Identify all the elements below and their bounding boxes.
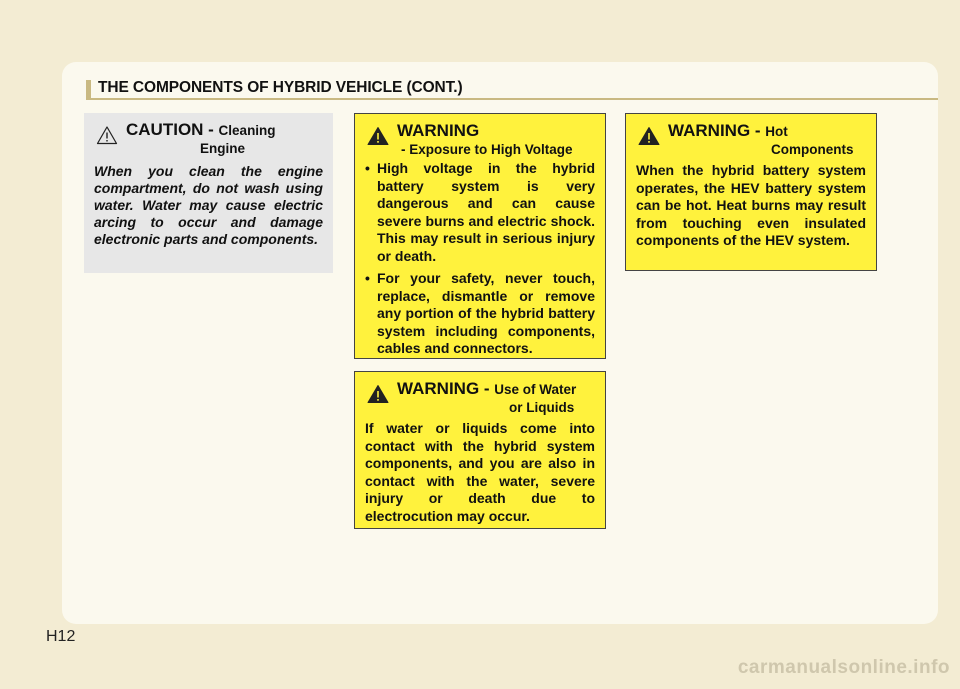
caution-title <box>94 121 323 157</box>
caution-triangle-icon <box>96 125 118 145</box>
warning-water-title <box>365 380 595 416</box>
warning-water-box <box>354 371 606 529</box>
caution-box <box>84 113 333 273</box>
warning-1-subtitle: - Exposure to High Voltage <box>401 141 573 157</box>
list-item: • For your safety, never touch, replace, dismantle or remove any portion of the hybrid battery system including components, cables and connectors. <box>365 270 595 358</box>
warning-3-label: WARNING - <box>668 121 766 140</box>
warning-2-body: If water or liquids come into contact with the hybrid system components, and you are also in contact with the water, severe injury or death due to electrocution may occur. <box>365 420 595 524</box>
watermark: carmanualsonline.info <box>737 657 950 678</box>
warning-high-voltage-box <box>354 113 606 359</box>
section-accent-bar <box>86 80 91 98</box>
warning-1-bullets <box>365 160 595 358</box>
section-title: THE COMPONENTS OF HYBRID VEHICLE (CONT.) <box>98 79 463 96</box>
caution-body: When you clean the engine compartment, do not wash using water. Water may cause electric arcing to occur and damage electronic parts and components. <box>94 163 323 247</box>
warning-3-body: When the hybrid battery system operates, the HEV battery system can be hot. Heat burns may result from touching even insulated components of the HEV system. <box>636 162 866 248</box>
list-item: • High voltage in the hybrid battery system is very dangerous and can cause severe burns and electric shock. This may result in serious injury or death. <box>365 160 595 265</box>
section-header <box>86 76 938 100</box>
warning-3-subtitle-1: Hot <box>765 124 788 139</box>
warning-2-subtitle-1: Use of Water <box>494 382 577 397</box>
page-number: H12 <box>46 628 76 645</box>
warning-1-label: WARNING <box>397 121 480 140</box>
warning-3-subtitle-2: Components <box>771 141 854 157</box>
warning-triangle-icon <box>367 126 389 146</box>
caution-subtitle-1: Cleaning <box>218 123 276 138</box>
warning-hot-box <box>625 113 877 271</box>
warning-2-label: WARNING - <box>397 379 495 398</box>
warning-hot-title <box>636 122 866 158</box>
warning-triangle-icon <box>367 384 389 404</box>
caution-label: CAUTION - <box>126 120 219 139</box>
caution-subtitle-2: Engine <box>200 140 246 156</box>
warning-triangle-icon <box>638 126 660 146</box>
warning-high-voltage-title <box>365 122 595 158</box>
warning-2-subtitle-2: or Liquids <box>509 399 575 415</box>
